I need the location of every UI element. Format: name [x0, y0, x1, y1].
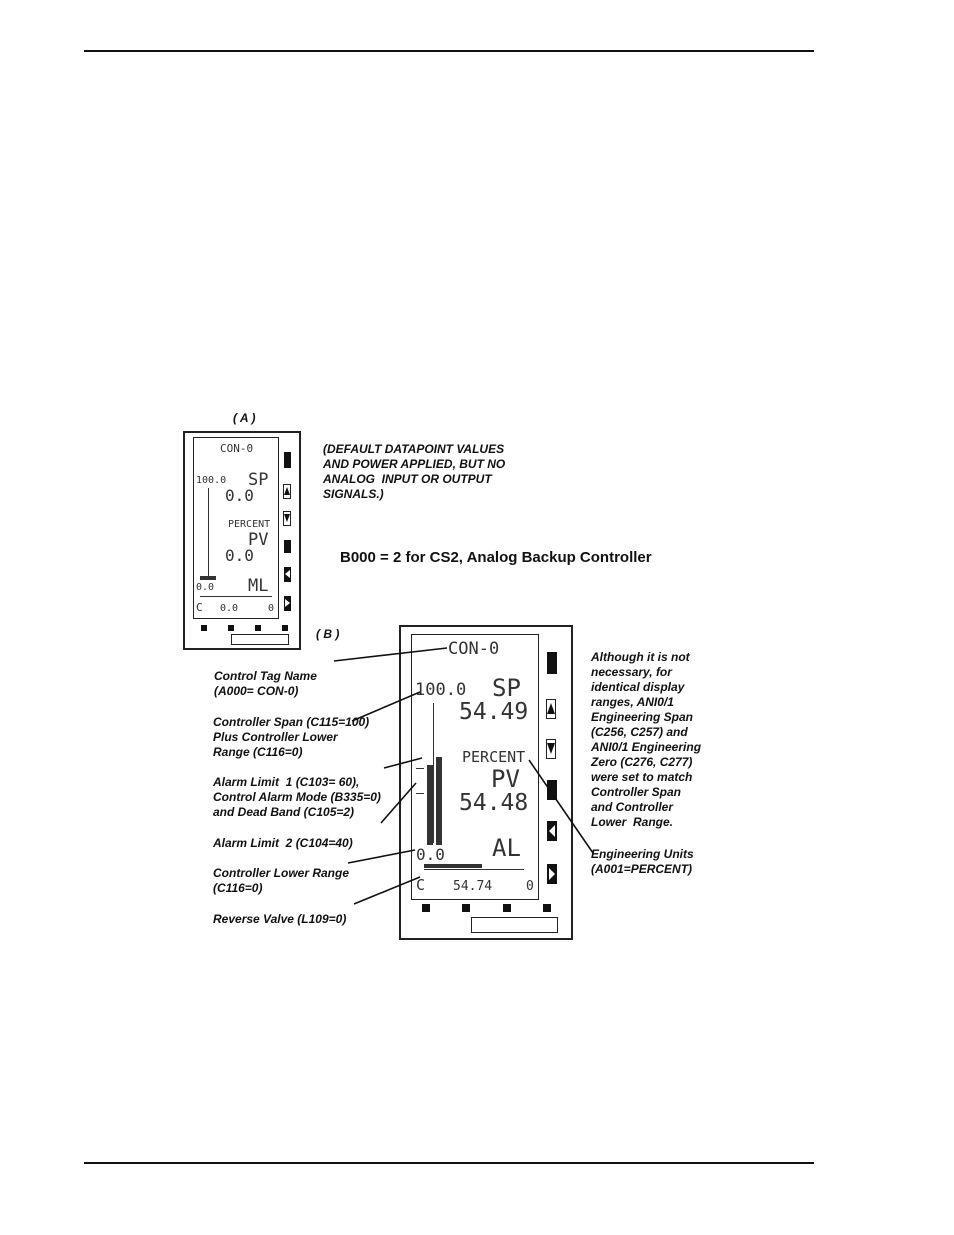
- lcd-b-mode: AL: [492, 834, 521, 862]
- lcd-a-span: 100.0: [196, 475, 227, 486]
- lcd-a-mode: ML: [248, 576, 269, 596]
- leader-alarm1: [384, 758, 422, 768]
- lcd-a-pv-label: PV: [248, 530, 269, 550]
- leader-alarm2: [381, 783, 416, 823]
- callout-tag-name: Control Tag Name (A000= CON-0): [214, 669, 317, 698]
- figure-b-label: ( B ): [316, 627, 340, 641]
- lcd-a-right-digit: 0: [268, 603, 275, 614]
- lcd-b-lower-range: 0.0: [416, 845, 445, 864]
- lcd-a-tag: CON-0: [220, 442, 254, 455]
- callout-alarm2: Alarm Limit 2 (C104=40): [213, 836, 353, 850]
- figure-a-label: ( A ): [233, 411, 256, 425]
- lcd-b-tag: CON-0: [448, 639, 500, 659]
- lcd-b-valve: C: [416, 876, 426, 894]
- callout-span: Controller Span (C115=100) Plus Controller Lower Range (C116=0): [213, 715, 370, 759]
- lcd-a-lower-range: 0.0: [196, 582, 215, 593]
- callout-lower-range: Controller Lower Range (C116=0): [213, 866, 350, 895]
- callout-alarm1: Alarm Limit 1 (C103= 60), Control Alarm Mode (B335=0) and Dead Band (C105=2): [213, 775, 381, 819]
- lcd-b-pv-label: PV: [491, 765, 520, 793]
- leader-eng-units: [529, 760, 593, 853]
- lcd-b-sp-value: 54.49: [459, 699, 529, 725]
- footer-rule: [84, 1162, 814, 1164]
- lcd-a-pv-value: 0.0: [225, 546, 254, 565]
- lcd-b-sp-label: SP: [492, 674, 521, 702]
- figure-a-note: (DEFAULT DATAPOINT VALUES AND POWER APPLIED, BUT NO ANALOG INPUT OR OUTPUT SIGNALS.): [323, 442, 506, 501]
- leader-reverse-valve: [354, 877, 420, 904]
- lcd-a-units: PERCENT: [228, 519, 271, 530]
- lcd-a-output: 0.0: [220, 603, 239, 614]
- callout-eng-units: Engineering Units (A001=PERCENT): [591, 847, 694, 876]
- callout-reverse-valve: Reverse Valve (L109=0): [213, 912, 347, 926]
- lcd-b-units: PERCENT: [462, 748, 526, 766]
- figure-heading: B000 = 2 for CS2, Analog Backup Controller: [340, 549, 652, 566]
- lcd-a-sp-label: SP: [248, 470, 269, 490]
- leader-span: [352, 692, 420, 721]
- lcd-b-right-digit: 0: [526, 879, 534, 894]
- lcd-b-pv-value: 54.48: [459, 790, 529, 816]
- leader-tag-name: [334, 648, 447, 661]
- callout-right-note: Although it is not necessary, for identical display ranges, ANI0/1 Engineering Span (C256, C257) and ANI0/1 Engineering Zero (C276, C277) were set to match Controller Span and Controller Lower Range.: [591, 650, 702, 829]
- leader-lower-range: [348, 850, 415, 863]
- lcd-b-output: 54.74: [453, 879, 493, 894]
- lcd-a-sp-value: 0.0: [225, 486, 254, 505]
- lcd-a-valve: C: [196, 601, 203, 614]
- lcd-b-span: 100.0: [415, 680, 467, 700]
